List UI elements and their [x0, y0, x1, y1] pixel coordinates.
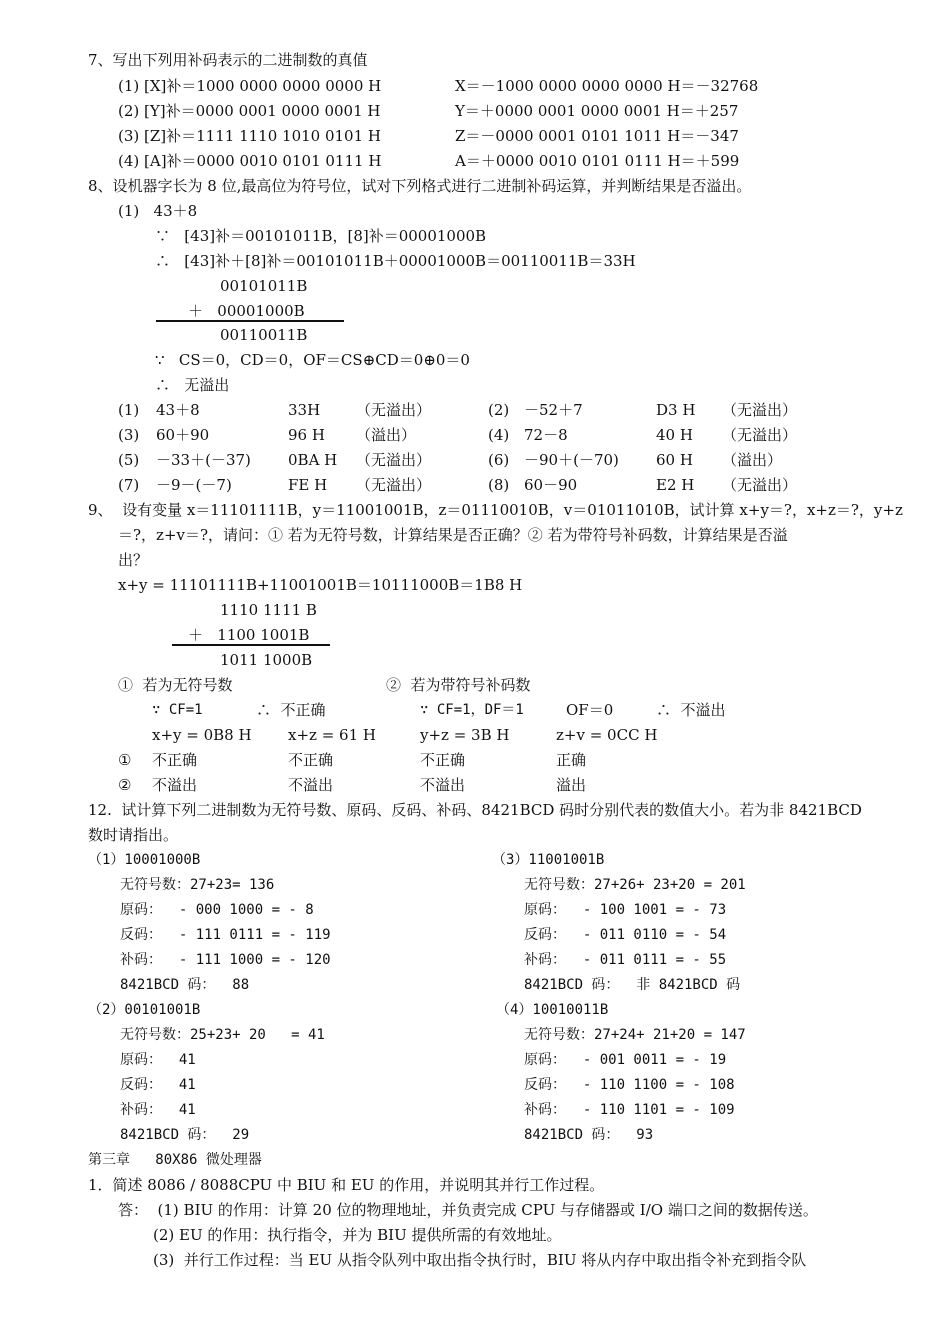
q8-item-6-expr: －90＋(－70)	[524, 451, 619, 469]
q8-item-7-result: FE H	[288, 476, 328, 494]
q8-item-2-num: (2)	[488, 401, 510, 419]
q12-block-3-title: （3）11001001B	[492, 852, 605, 868]
q8-sum: 00110011B	[220, 326, 308, 344]
q8-item-8-expr: 60－90	[524, 476, 578, 494]
q8-because-1: ∵ [43]补＝00101011B，[8]补＝00001000B	[155, 227, 487, 245]
q8-item-1-note: （无溢出）	[356, 401, 432, 419]
q12-block-4-sign-magnitude: 原码： - 001 0011 = - 19	[524, 1052, 727, 1068]
q9-row-1-xy: 不正确	[152, 751, 198, 769]
q8-item-4-note: （无溢出）	[722, 426, 798, 444]
q9-result-yz: y+z = 3B H	[420, 726, 510, 744]
q8-item-4-result: 40 H	[656, 426, 693, 444]
q8-item-2-result: D3 H	[656, 401, 696, 419]
q12-block-3-bcd: 8421BCD 码： 非 8421BCD 码	[524, 977, 741, 993]
q9-row-1-xz: 不正确	[288, 751, 334, 769]
q9-line-2: ＝?，z+v＝?，请问：① 若为无符号数，计算结果是否正确？② 若为带符号补码数，计算结果是否溢	[118, 526, 788, 544]
q8-item-4-num: (4)	[488, 426, 510, 444]
q8-item-3-num: (3)	[118, 426, 140, 444]
q7-row-3-result: Z＝－0000 0001 0101 1011 H＝－347	[455, 127, 739, 145]
q7-row-4-result: A＝＋0000 0010 0101 0111 H＝＋599	[455, 152, 740, 170]
q12-block-1-ones-complement: 反码： - 111 0111 = - 119	[120, 927, 331, 943]
q7-row-4-label: (4) [A]补＝0000 0010 0101 0111 H	[118, 152, 382, 170]
q9-sum: 1011 1000B	[220, 651, 313, 669]
q9-line-1: 9、 设有变量 x＝11101111B，y＝11001001B，z＝01110010B，v＝01011010B，试计算 x+y＝?，x+z＝?，y+z	[88, 501, 903, 519]
q8-item-5-expr: －33＋(－37)	[156, 451, 251, 469]
q12-block-2-bcd: 8421BCD 码： 29	[120, 1127, 250, 1143]
q8-operand-2: ＋ 00001000B	[188, 302, 305, 320]
q8-item-6-result: 60 H	[656, 451, 693, 469]
q12-block-1-bcd: 8421BCD 码： 88	[120, 977, 250, 993]
q7-row-1-result: X＝－1000 0000 0000 0000 H＝－32768	[455, 77, 759, 95]
q7-row-2-result: Y＝＋0000 0001 0000 0001 H＝＋257	[455, 102, 739, 120]
q8-item-1-expr: 43＋8	[156, 401, 200, 419]
q9-operand-1: 1110 1111 B	[220, 601, 317, 619]
q12-block-2-unsigned: 无符号数：25+23+ 20 = 41	[120, 1027, 325, 1043]
q12-block-2-title: （2）00101001B	[88, 1002, 201, 1018]
q9-result-xy: x+y = 0B8 H	[152, 726, 252, 744]
q8-item-3-result: 96 H	[288, 426, 325, 444]
q9-row-2-xz: 不溢出	[288, 776, 334, 794]
q8-item-8-num: (8)	[488, 476, 510, 494]
q12-block-3-unsigned: 无符号数：27+26+ 23+20 = 201	[524, 877, 746, 893]
q8-item-3-note: （溢出）	[356, 426, 417, 444]
q9-row-1-zv: 正确	[556, 751, 587, 769]
q12-block-3-sign-magnitude: 原码： - 100 1001 = - 73	[524, 902, 727, 918]
q9-unsigned-because: ∵ CF=1	[152, 702, 203, 718]
q9-row-1-yz: 不正确	[420, 751, 466, 769]
q9-signed-of: OF＝0	[566, 701, 614, 719]
q8-therefore-1: ∴ [43]补＋[8]补＝00101011B＋00001000B＝00110011B＝33H	[155, 252, 636, 270]
ch3-answer-2: (2) EU 的作用：执行指令，并为 BIU 提供所需的有效地址。	[153, 1226, 562, 1244]
q8-operand-1: 00101011B	[220, 277, 308, 295]
q8-item-1-num: (1)	[118, 401, 140, 419]
q9-signed-title: ② 若为带符号补码数	[386, 676, 531, 694]
q12-block-1-title: （1）10001000B	[88, 852, 201, 868]
q8-item-3-expr: 60＋90	[156, 426, 210, 444]
ch3-question-1: 1．简述 8086 / 8088CPU 中 BIU 和 EU 的作用，并说明其并行工作过程。	[88, 1176, 605, 1194]
q12-block-1-unsigned: 无符号数：27+23= 136	[120, 877, 275, 893]
q9-row-2-yz: 不溢出	[420, 776, 466, 794]
q9-signed-because: ∵ CF=1，DF＝1	[420, 702, 524, 718]
q7-row-1-label: (1) [X]补＝1000 0000 0000 0000 H	[118, 77, 382, 95]
q12-block-1-twos-complement: 补码： - 111 1000 = - 120	[120, 952, 331, 968]
q9-row-2-xy: 不溢出	[152, 776, 198, 794]
q8-because-2: ∵ CS＝0，CD＝0，OF＝CS⊕CD＝0⊕0＝0	[155, 351, 470, 369]
q9-operand-2: ＋ 1100 1001B	[188, 626, 310, 644]
q8-sum-rule	[156, 320, 344, 322]
q9-line-3: 出？	[118, 551, 149, 569]
q12-block-4-bcd: 8421BCD 码： 93	[524, 1127, 654, 1143]
q9-sum-rule	[172, 644, 330, 646]
q12-block-2-ones-complement: 反码： 41	[120, 1077, 196, 1093]
q9-row-2-zv: 溢出	[556, 776, 587, 794]
q12-block-4-unsigned: 无符号数：27+24+ 21+20 = 147	[524, 1027, 746, 1043]
q8-title: 8、设机器字长为 8 位,最高位为符号位，试对下列格式进行二进制补码运算，并判断结果是否溢出。	[88, 177, 752, 195]
q12-block-1-sign-magnitude: 原码： - 000 1000 = - 8	[120, 902, 314, 918]
q8-item-5-note: （无溢出）	[356, 451, 432, 469]
q9-calc: x+y = 11101111B+11001001B＝10111000B＝1B8 H	[118, 576, 523, 594]
q8-item-5-num: (5)	[118, 451, 140, 469]
q9-result-xz: x+z = 61 H	[288, 726, 376, 744]
q8-item-7-expr: －9－(－7)	[156, 476, 232, 494]
ch3-answer-3: (3) 并行工作过程：当 EU 从指令队列中取出指令执行时，BIU 将从内存中取出指令补充到指令队	[153, 1251, 807, 1269]
q12-block-4-title: （4）10010011B	[496, 1002, 609, 1018]
ch3-answer-1: 答： (1) BIU 的作用：计算 20 位的物理地址，并负责完成 CPU 与存储器或 I/O 端口之间的数据传送。	[118, 1201, 818, 1219]
q12-block-4-twos-complement: 补码： - 110 1101 = - 109	[524, 1102, 735, 1118]
q8-item-2-note: （无溢出）	[722, 401, 798, 419]
q12-line-2: 数时请指出。	[88, 826, 179, 844]
q12-block-4-ones-complement: 反码： - 110 1100 = - 108	[524, 1077, 735, 1093]
q12-block-2-sign-magnitude: 原码： 41	[120, 1052, 196, 1068]
q9-unsigned-title: ① 若为无符号数	[118, 676, 233, 694]
q7-title: 7、写出下列用补码表示的二进制数的真值	[88, 51, 368, 69]
q8-item-4-expr: 72－8	[524, 426, 568, 444]
q8-item-8-note: （无溢出）	[722, 476, 798, 494]
q7-row-3-label: (3) [Z]补＝1111 1110 1010 0101 H	[118, 127, 381, 145]
q8-item-7-num: (7)	[118, 476, 140, 494]
q9-unsigned-therefore: ∴ 不正确	[256, 701, 326, 719]
q9-result-zv: z+v = 0CC H	[556, 726, 658, 744]
q7-row-2-label: (2) [Y]补＝0000 0001 0000 0001 H	[118, 102, 381, 120]
chapter-3-heading: 第三章 80X86 微处理器	[88, 1152, 262, 1168]
q12-block-3-ones-complement: 反码： - 011 0110 = - 54	[524, 927, 727, 943]
q9-signed-therefore: ∴ 不溢出	[656, 701, 726, 719]
q8-item-6-note: （溢出）	[722, 451, 783, 469]
q8-therefore-2: ∴ 无溢出	[155, 376, 230, 394]
q8-item-2-expr: －52＋7	[524, 401, 583, 419]
q9-row-1-label: ①	[118, 751, 132, 769]
q8-item-8-result: E2 H	[656, 476, 695, 494]
q8-item-7-note: （无溢出）	[356, 476, 432, 494]
q12-block-2-twos-complement: 补码： 41	[120, 1102, 196, 1118]
q8-item-5-result: 0BA H	[288, 451, 338, 469]
q8-item-1-result: 33H	[288, 401, 321, 419]
q12-line-1: 12. 试计算下列二进制数为无符号数、原码、反码、补码、8421BCD 码时分别代表的数值大小。若为非 8421BCD	[88, 801, 862, 819]
q8-item-6-num: (6)	[488, 451, 510, 469]
q9-row-2-label: ②	[118, 776, 132, 794]
q8-example-label: (1) 43＋8	[118, 202, 198, 220]
q12-block-3-twos-complement: 补码： - 011 0111 = - 55	[524, 952, 727, 968]
